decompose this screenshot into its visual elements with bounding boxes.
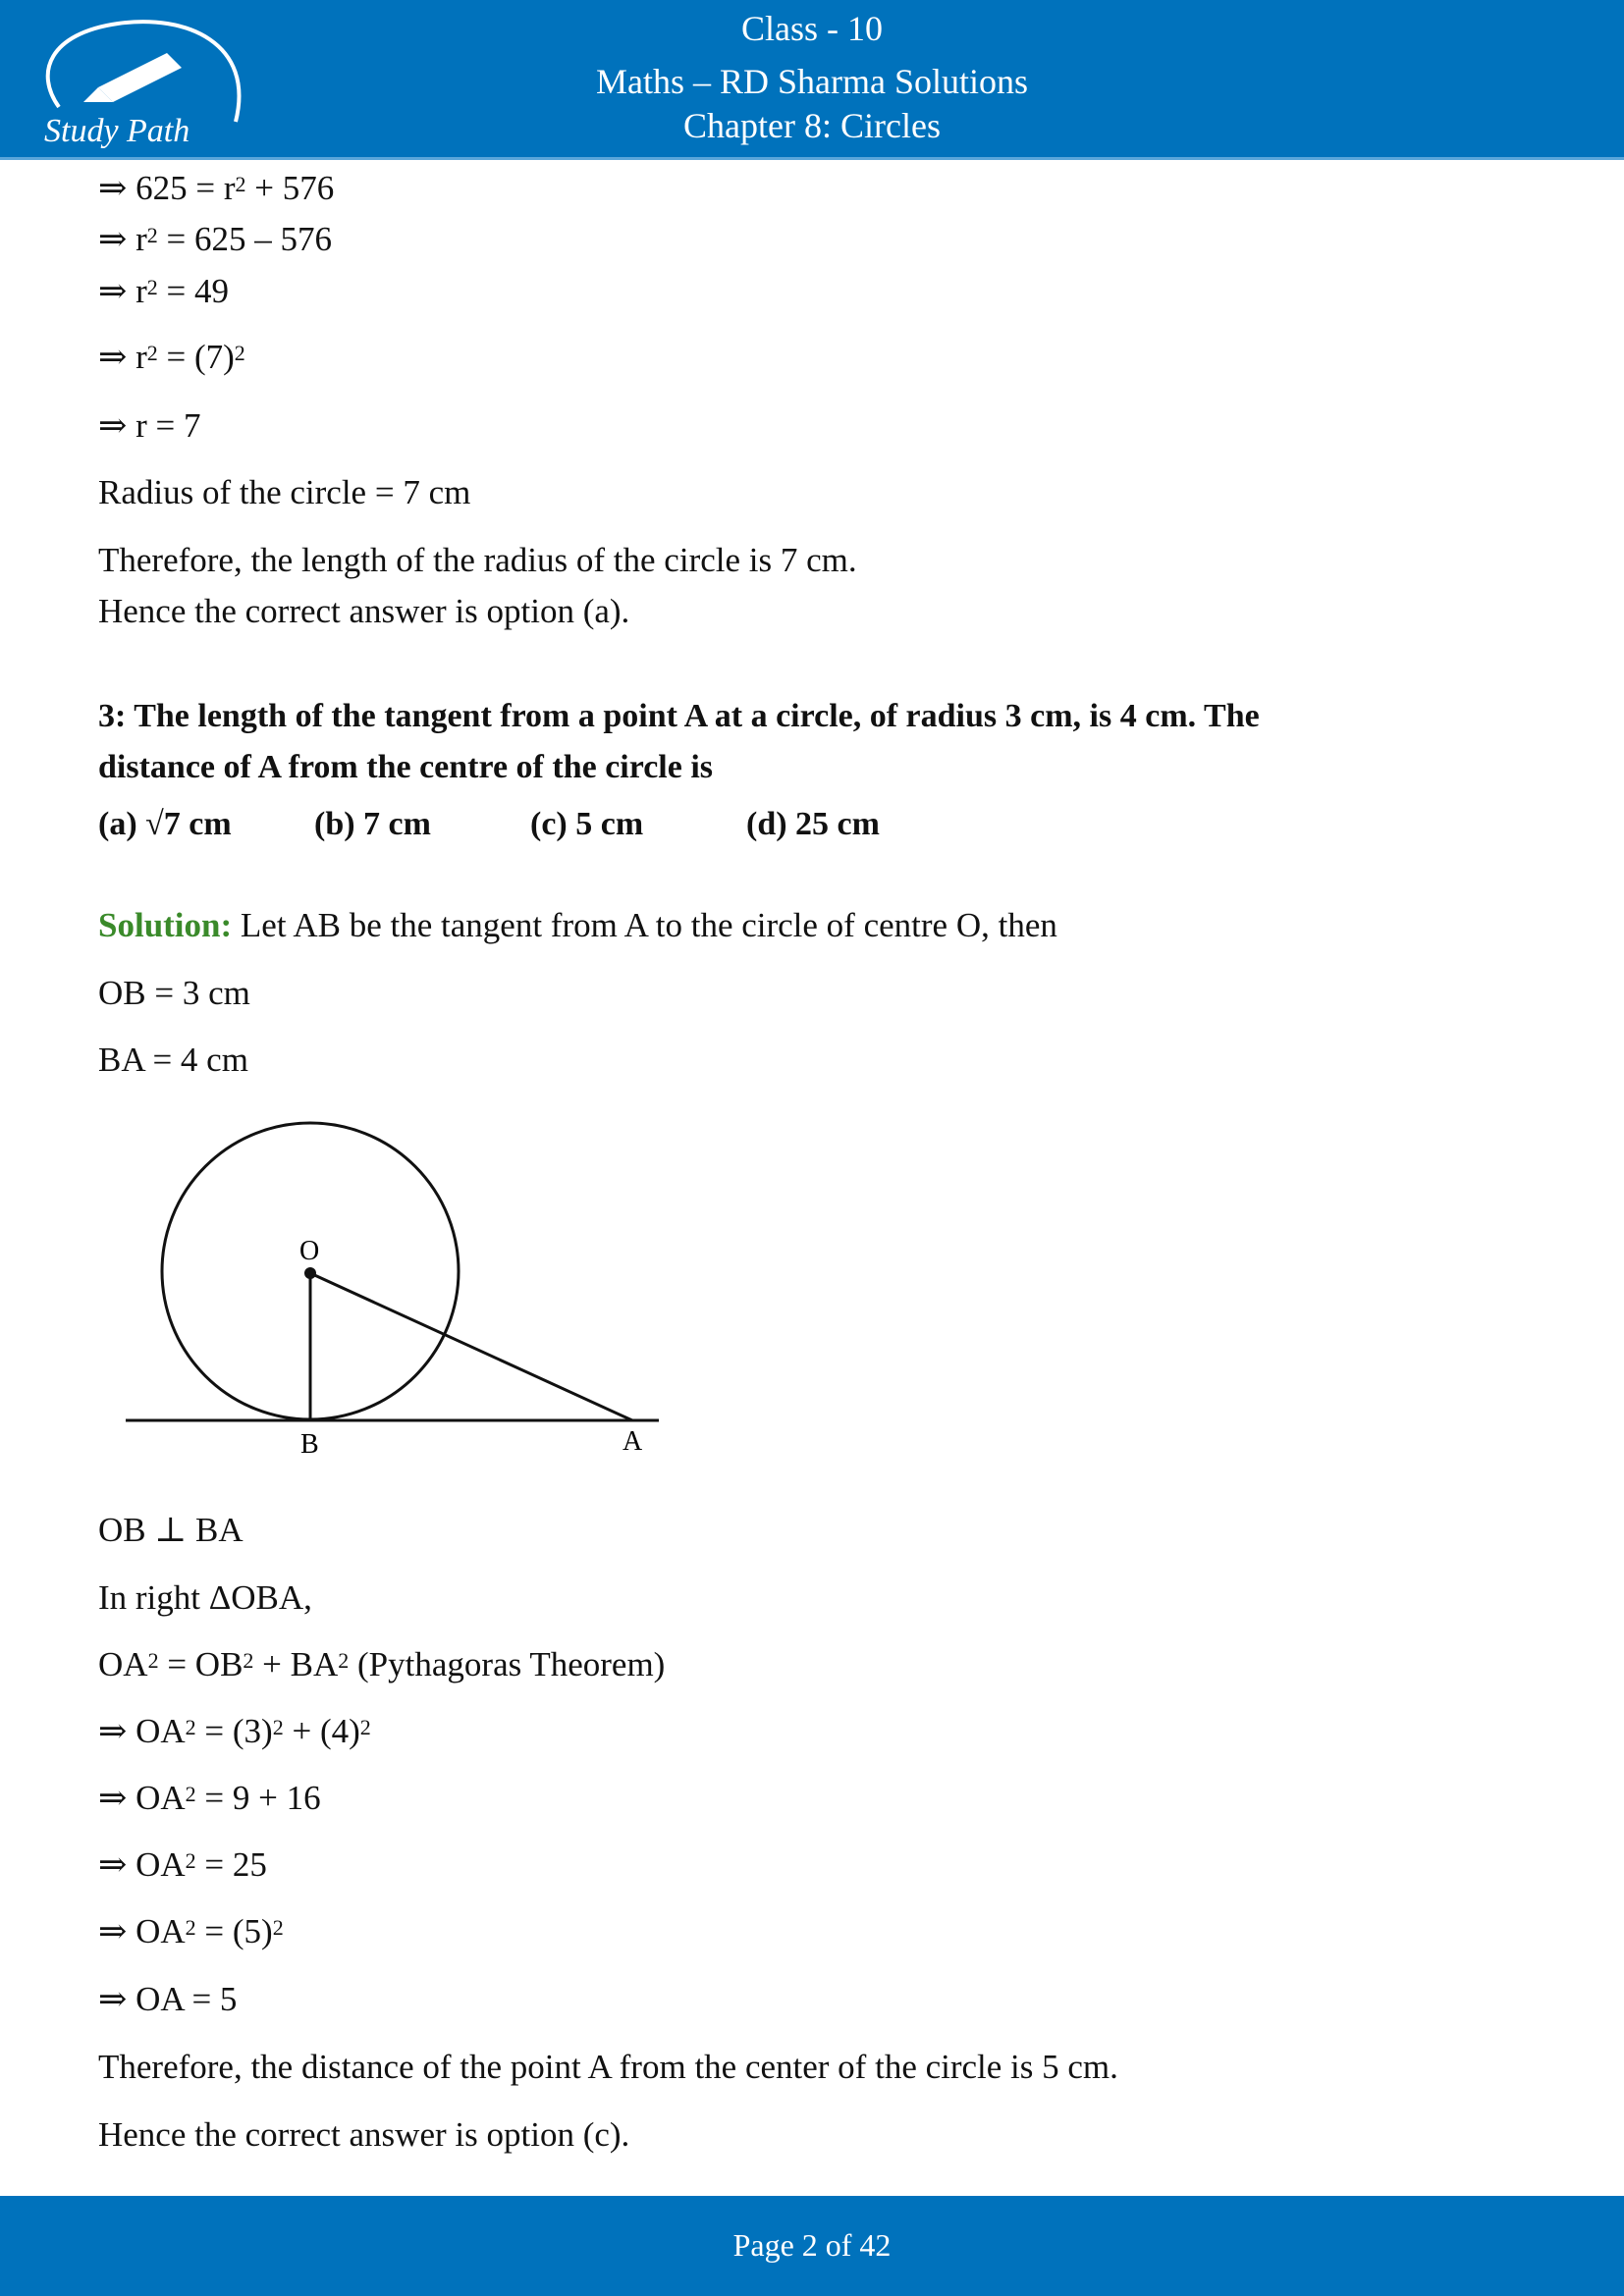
centre-point [304, 1267, 316, 1279]
text: ⇒ 625 = r [98, 169, 236, 207]
math-line [98, 471, 470, 514]
superscript: 2 [147, 1648, 159, 1673]
text: Hence the correct answer is option (c). [98, 2115, 630, 2154]
text: OB ⊥ BA [98, 1511, 244, 1549]
math-line [98, 590, 629, 633]
header-chapter: Chapter 8: Circles [683, 106, 941, 145]
text: Hence the correct answer is option (a). [98, 592, 630, 630]
text: Radius of the circle = 7 cm [98, 473, 471, 511]
text: = OB [158, 1645, 244, 1683]
superscript: 2 [234, 341, 245, 365]
text: ⇒ OA [98, 1712, 186, 1750]
math-line [98, 167, 334, 210]
text: Therefore, the distance of the point A from the center of the circle is 5 cm. [98, 2048, 1118, 2086]
question-line-1: 3: The length of the tangent from a point A at a circle, of radius 3 cm, is 4 cm. The [98, 698, 1260, 734]
question-options [98, 803, 962, 846]
superscript: 2 [185, 1848, 196, 1873]
math-line [98, 404, 200, 448]
superscript: 2 [359, 1715, 371, 1739]
text: ⇒ r [98, 272, 147, 310]
math-line [98, 1777, 321, 1820]
ob-value: OB = 3 cm [98, 974, 250, 1012]
superscript: 2 [243, 1648, 254, 1673]
text: ⇒ r [98, 220, 147, 258]
superscript: 2 [235, 172, 246, 196]
math-line [98, 270, 229, 313]
math-line [98, 1910, 284, 1953]
segment-oa [310, 1273, 632, 1420]
header-subject: Maths – RD Sharma Solutions [595, 62, 1028, 101]
text: + 576 [245, 169, 335, 207]
text: Therefore, the length of the radius of the circle is 7 cm. [98, 541, 857, 579]
text: = 625 – 576 [157, 220, 332, 258]
superscript: 2 [185, 1782, 196, 1806]
solution-intro [98, 904, 1057, 947]
solution-label: Solution: [98, 906, 233, 944]
page-footer [0, 2196, 1624, 2296]
superscript: 2 [272, 1915, 284, 1940]
page-header [0, 0, 1624, 160]
text: In right ΔOBA, [98, 1578, 312, 1617]
page-number: Page 2 of 42 [732, 2227, 892, 2263]
text: = (3) [195, 1712, 273, 1750]
math-line [98, 1576, 312, 1620]
question-line-2: distance of A from the centre of the circle is [98, 749, 714, 785]
header-class: Class - 10 [741, 9, 883, 48]
tangent-diagram [118, 1109, 677, 1472]
math-line [98, 539, 857, 582]
option-d: (d) 25 cm [746, 806, 880, 842]
text: ⇒ r [98, 338, 147, 376]
text: (Pythagoras Theorem) [349, 1645, 666, 1683]
text: OA [98, 1645, 148, 1683]
svg-text:Study Path: Study Path [44, 113, 190, 149]
math-line [98, 336, 245, 379]
math-line [98, 1710, 371, 1753]
ba-value: BA = 4 cm [98, 1041, 248, 1079]
superscript: 2 [185, 1915, 196, 1940]
superscript: 2 [272, 1715, 284, 1739]
math-line [98, 2113, 629, 2157]
text: = 25 [195, 1845, 267, 1884]
text: ⇒ OA [98, 1912, 186, 1950]
label-b: B [300, 1429, 319, 1460]
text: + BA [253, 1645, 339, 1683]
option-c: (c) 5 cm [530, 806, 644, 842]
math-line [98, 1978, 237, 2021]
superscript: 2 [146, 223, 158, 247]
text: = (7) [157, 338, 235, 376]
superscript: 2 [146, 275, 158, 299]
text: = 9 + 16 [195, 1779, 321, 1817]
solution-text: Let AB be the tangent from A to the circle of centre O, then [232, 906, 1057, 944]
superscript: 2 [338, 1648, 350, 1673]
math-line [98, 1843, 267, 1887]
text: = 49 [157, 272, 229, 310]
text: ⇒ OA [98, 1845, 186, 1884]
superscript: 2 [185, 1715, 196, 1739]
option-b: (b) 7 cm [314, 806, 431, 842]
superscript: 2 [146, 341, 158, 365]
text: + (4) [283, 1712, 360, 1750]
math-line [98, 218, 332, 261]
label-o: O [299, 1236, 320, 1266]
text: = (5) [195, 1912, 273, 1950]
math-line [98, 1643, 665, 1686]
math-line [98, 1509, 244, 1552]
math-line [98, 2046, 1118, 2089]
text: ⇒ r = 7 [98, 406, 201, 445]
label-a: A [623, 1426, 643, 1457]
text: ⇒ OA [98, 1779, 186, 1817]
option-a: (a) √7 cm [98, 806, 232, 842]
text: ⇒ OA = 5 [98, 1980, 238, 2018]
